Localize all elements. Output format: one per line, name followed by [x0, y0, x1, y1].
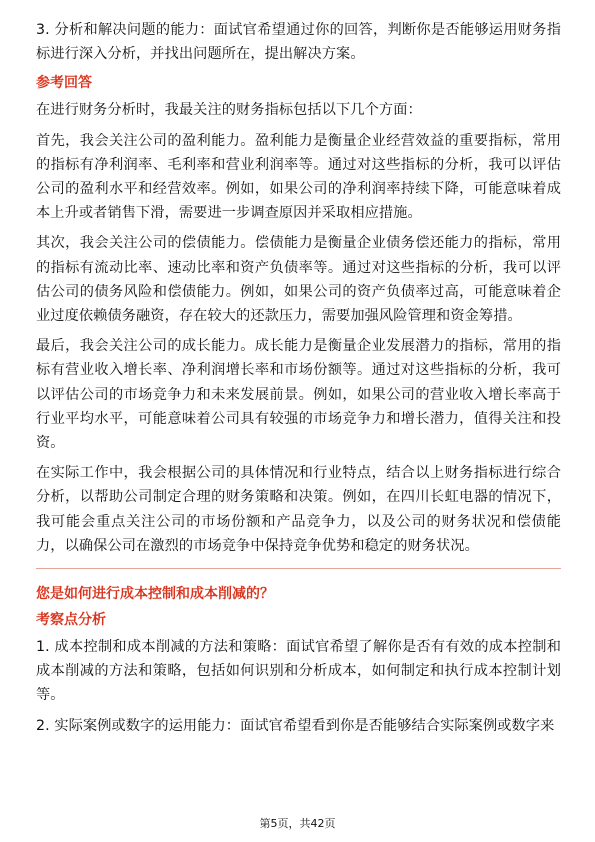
- page-number: 第5页，共42页: [259, 817, 336, 830]
- analysis-heading: 考察点分析: [36, 612, 106, 629]
- answer-profitability: 首先，我会关注公司的盈利能力。盈利能力是衡量企业经营效益的重要指标，常用的指标有净利润率、毛利率和营业利润率等。通过对这些指标的分析，我可以评估公司的盈利水平和经营效率。例如，如果公司的净利润率持续下降，可能意味着成本上升或者销售下滑，需要进一步调查原因并采取相应措施。: [36, 132, 561, 222]
- answer-growth: 最后，我会关注公司的成长能力。成长能力是衡量企业发展潜力的指标，常用的指标有营业收入增长率、净利润增长率和市场份额等。通过对这些指标的分析，我可以评估公司的市场竞争力和未来发展前景。例如，如果公司的营业收入增长率高于行业平均水平，可能意味着公司具有较强的市场竞争力和增长潜力，值得关注和投资。: [36, 338, 561, 452]
- assessment-point-3: 3. 分析和解决问题的能力：面试官希望通过你的回答，判断你是否能够运用财务指标进行深入分析，并找出问题所在，提出解决方案。: [36, 22, 561, 63]
- interview-question: 您是如何进行成本控制和成本削减的？: [36, 586, 274, 603]
- answer-practice: 在实际工作中，我会根据公司的具体情况和行业特点，结合以上财务指标进行综合分析，以帮助公司制定合理的财务策略和决策。例如，在四川长虹电器的情况下，我可能会重点关注公司的市场份额和产品竞争力，以及公司的财务状况和偿债能力，以确保公司在激烈的市场竞争中保持竞争优势和稳定的财务状况。: [36, 465, 561, 554]
- section-divider: [36, 568, 561, 569]
- answer-solvency: 其次，我会关注公司的偿债能力。偿债能力是衡量企业债务偿还能力的指标，常用的指标有流动比率、速动比率和资产负债率等。通过对这些指标的分析，我可以评估公司的债务风险和偿债能力。例如，如果公司的资产负债率过高，可能意味着企业过度依赖债务融资，存在较大的还款压力，需要加强风险管理和资金筹措。: [36, 235, 561, 325]
- answer-intro: 在进行财务分析时，我最关注的财务指标包括以下几个方面：: [36, 102, 422, 119]
- analysis-point-1: 1. 成本控制和成本削减的方法和策略：面试官希望了解你是否有有效的成本控制和成本削减的方法和策略，包括如何识别和分析成本，如何制定和执行成本控制计划等。: [36, 639, 561, 704]
- page-content: [36, 18, 561, 744]
- reference-answer-heading: 参考回答: [36, 75, 92, 92]
- analysis-point-2: 2. 实际案例或数字的运用能力：面试官希望看到你是否能够结合实际案例或数字来: [36, 717, 555, 734]
